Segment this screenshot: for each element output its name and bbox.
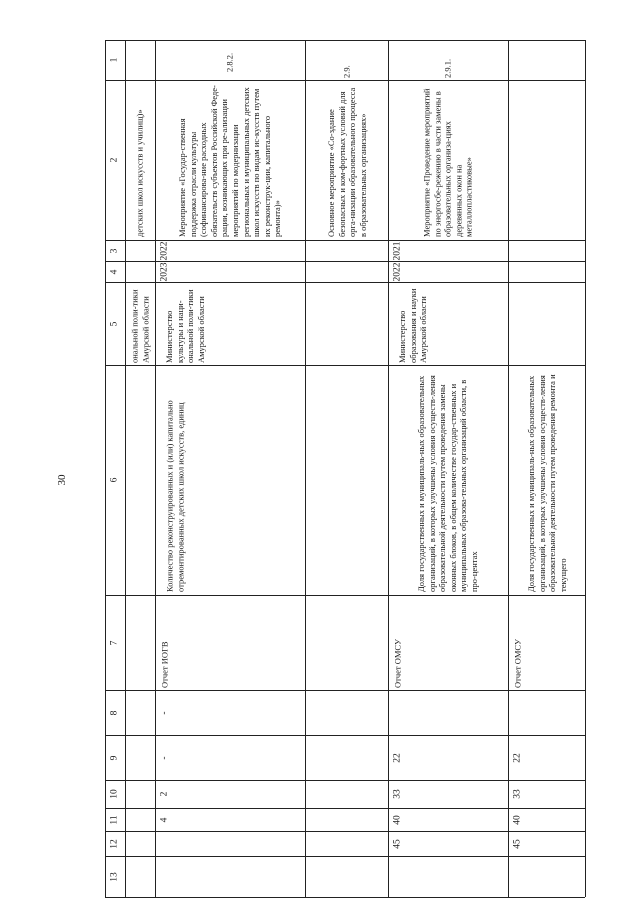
table-cell: детских школ искусств и училищ)» [134,109,145,237]
table-cell: 40 [392,814,403,825]
header-cell-9: 9 [109,755,120,760]
page-number: 30 [56,474,68,486]
table-cell: Количество реконструированных и (или) капитально отремонтированных детских школ искусств, единиц [164,400,185,592]
header-cell-2: 2 [109,157,120,163]
table-cell: 2023 [159,262,170,281]
header-cell-8: 8 [109,710,120,715]
header-cell-6: 6 [109,477,120,483]
table-cell: 2022 [159,241,170,260]
data-table [105,40,585,897]
table-cell: 2.8.2. [224,52,235,72]
table-cell: 4 [159,817,170,822]
table-cell: 22 [512,752,523,763]
table-cell: 2022 [392,262,403,281]
grid-line [105,240,585,241]
table-cell: Мероприятие «Проведение мероприятий по энергосбе-режению в части замены в образовательных организа-циях деревянных окон на металлопластиковые» [421,88,474,237]
header-cell-13: 13 [109,871,120,882]
table-cell: 45 [392,838,403,849]
header-cell-1: 1 [109,57,120,63]
table-cell: 45 [512,838,523,849]
grid-line [105,856,585,857]
table-cell: Мероприятие «Государ-ственная поддержка отрасли культуры (софинансирова-ние расходных обязательств субъектов Российской Феде-рации, возникающих при ре-ализации мероприятий по модернизации региональных и муниципальных детских школ искусств по видам ис-кусств путем их реконструк-ции, капитального ремонта)» [177,85,283,237]
table-cell: Министерство культуры и наци-ональной поли-тики Амурской области [163,289,206,363]
header-cell-3: 3 [109,248,120,253]
table-cell: Министерство образования и науки Амурской области [397,288,429,363]
header-cell-5: 5 [109,321,120,326]
header-cell-12: 12 [109,838,120,849]
table-cell: 2.9. [341,65,352,78]
table-cell: - [159,755,170,760]
header-cell-10: 10 [109,789,120,799]
table-cell: Отчет ИОГВ [159,640,170,688]
header-cell-7: 7 [109,640,120,645]
table-cell: 2021 [392,241,403,260]
table-cell: 2.9.1. [442,58,453,78]
grid-line [105,261,585,262]
grid-line [105,690,585,691]
header-cell-4: 4 [109,269,120,274]
grid-line [105,897,585,898]
table-cell: Отчет ОМСУ [392,638,403,688]
table-cell: 40 [512,814,523,825]
table-cell: Доля государственных и муниципаль-ных образовательных организаций, в которых улучшены условия осуществ-ления образовательной деятельности путем проведения ремонта и текущего [525,374,568,592]
table-cell: 33 [392,789,403,799]
table-cell: Основное мероприятие «Со-здание безопасных и ком-фортных условий для орга-низации образовательного процесса в образовательных организациях» [325,87,368,237]
table-cell: - [159,710,170,715]
table-cell: 33 [512,789,523,799]
table-cell: 22 [392,752,403,763]
table-cell: ональной поли-тики Амурской области [129,289,150,363]
table-cell: 2 [159,791,170,797]
grid-line [585,40,586,897]
table-cell: Доля государственных и муниципаль-ных образовательных организаций, в которых улучшены условия осуществ-ления образовательной деятельности путем проведения замены оконных блоков, в общем количестве государ-ственных и муниципальных образова-тельных организаций области, в про-центах [416,375,480,592]
table-cell: Отчет ОМСУ [512,638,523,688]
header-cell-11: 11 [109,814,120,825]
